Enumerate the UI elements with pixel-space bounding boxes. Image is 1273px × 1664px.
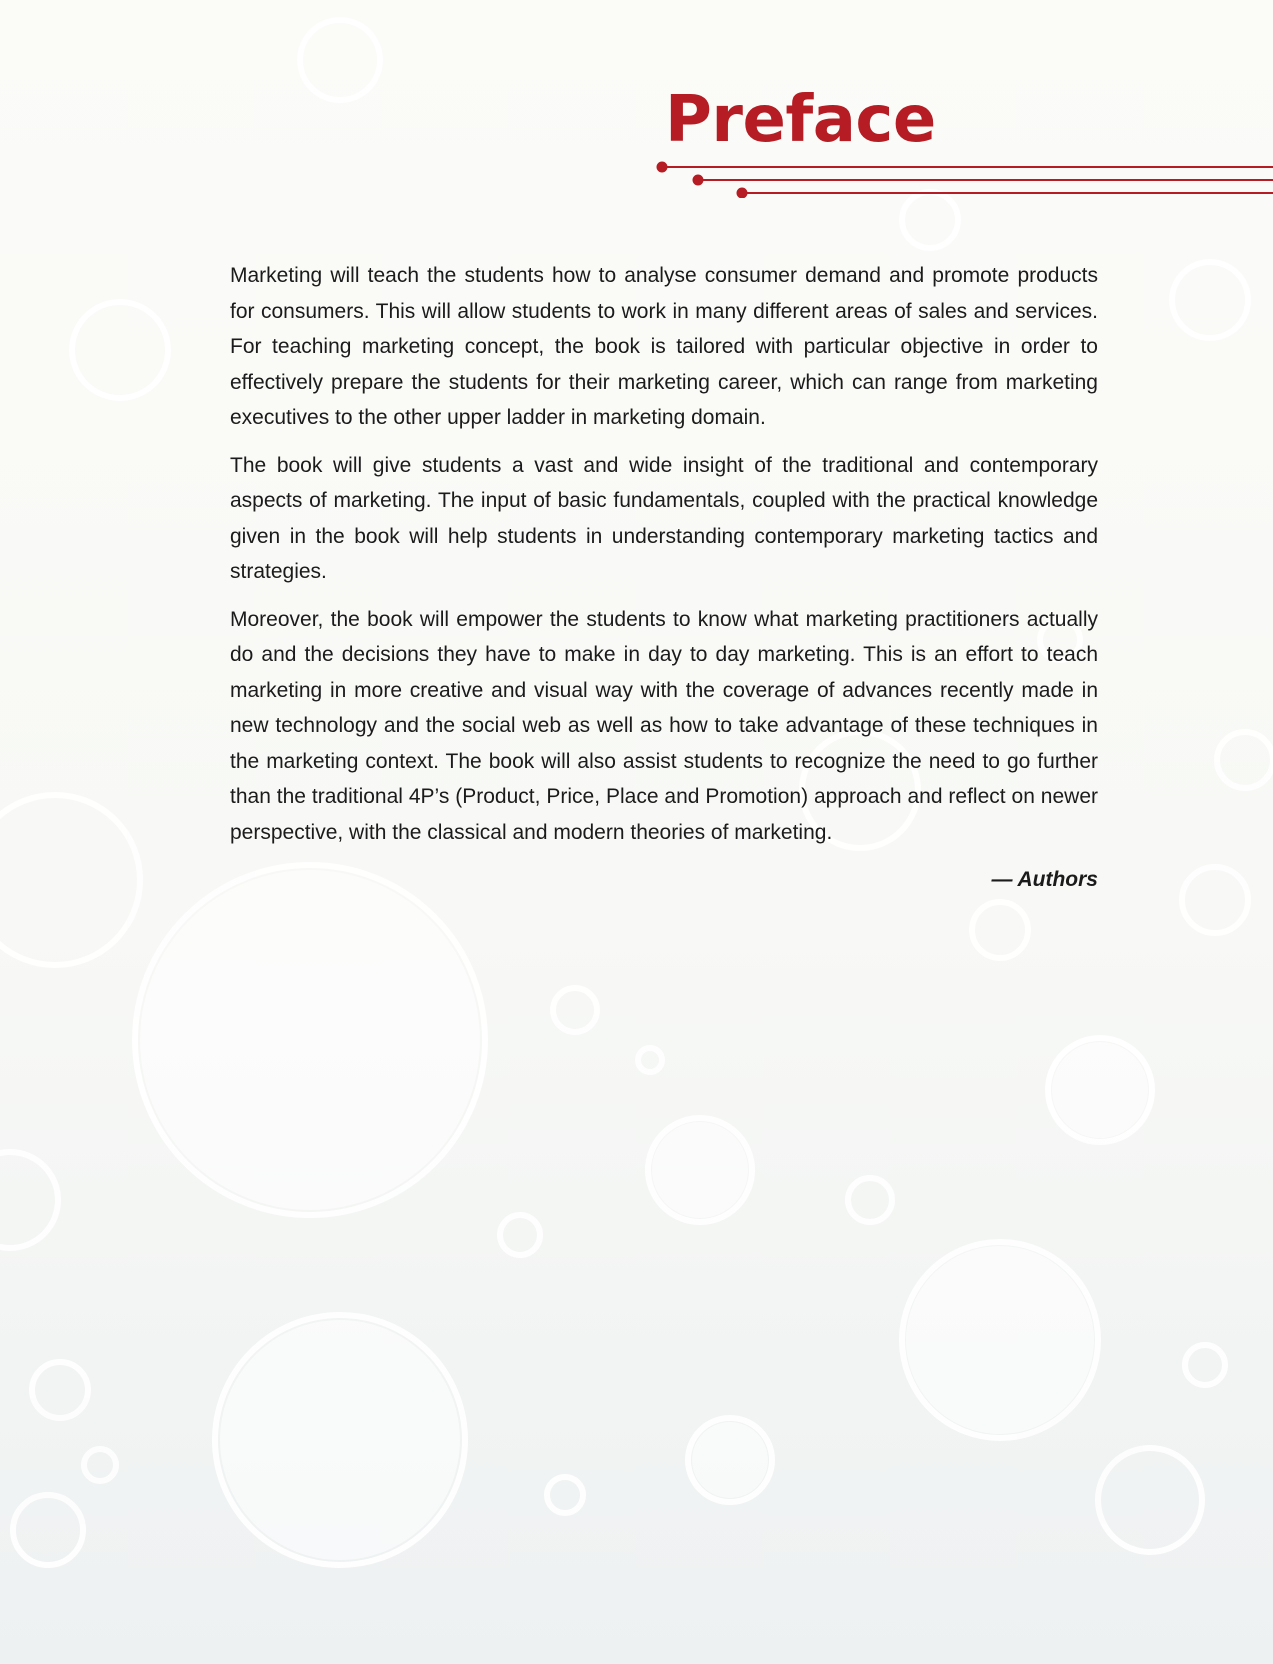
title-underline-decoration xyxy=(650,158,1273,198)
paragraph-2: The book will give students a vast and wide insight of the traditional and contemporary aspects of marketing. The input of basic fundamentals, coupled with the practical knowledge given in the book will help students in understanding contemporary marketing tactics and strategies. xyxy=(230,453,1098,583)
page-title: Preface xyxy=(665,83,936,157)
paragraph-1: Marketing will teach the students how to analyse consumer demand and promote products for consumers. This will allow students to work in many different areas of sales and services. For teaching marketing concept, the book is tailored with particular objective in order to effectively prepare the students for their marketing career, which can range from marketing executives to the other upper ladder in marketing domain. xyxy=(230,264,1098,429)
paragraph-3: Moreover, the book will empower the students to know what marketing practitioners actually do and the decisions they have to make in day to day marketing. This is an effort to teach marketing in more creative and visual way with the coverage of advances recently made in new technology and the social web as well as how to take advantage of these techniques in the marketing context. The book will also assist students to recognize the need to go further than the traditional 4P’s (Product, Price, Place and Promotion) approach and reflect on newer perspective, with the classical and modern theories of marketing. xyxy=(230,607,1098,844)
preface-body xyxy=(230,258,1098,898)
authors-signature: — Authors xyxy=(991,868,1098,891)
